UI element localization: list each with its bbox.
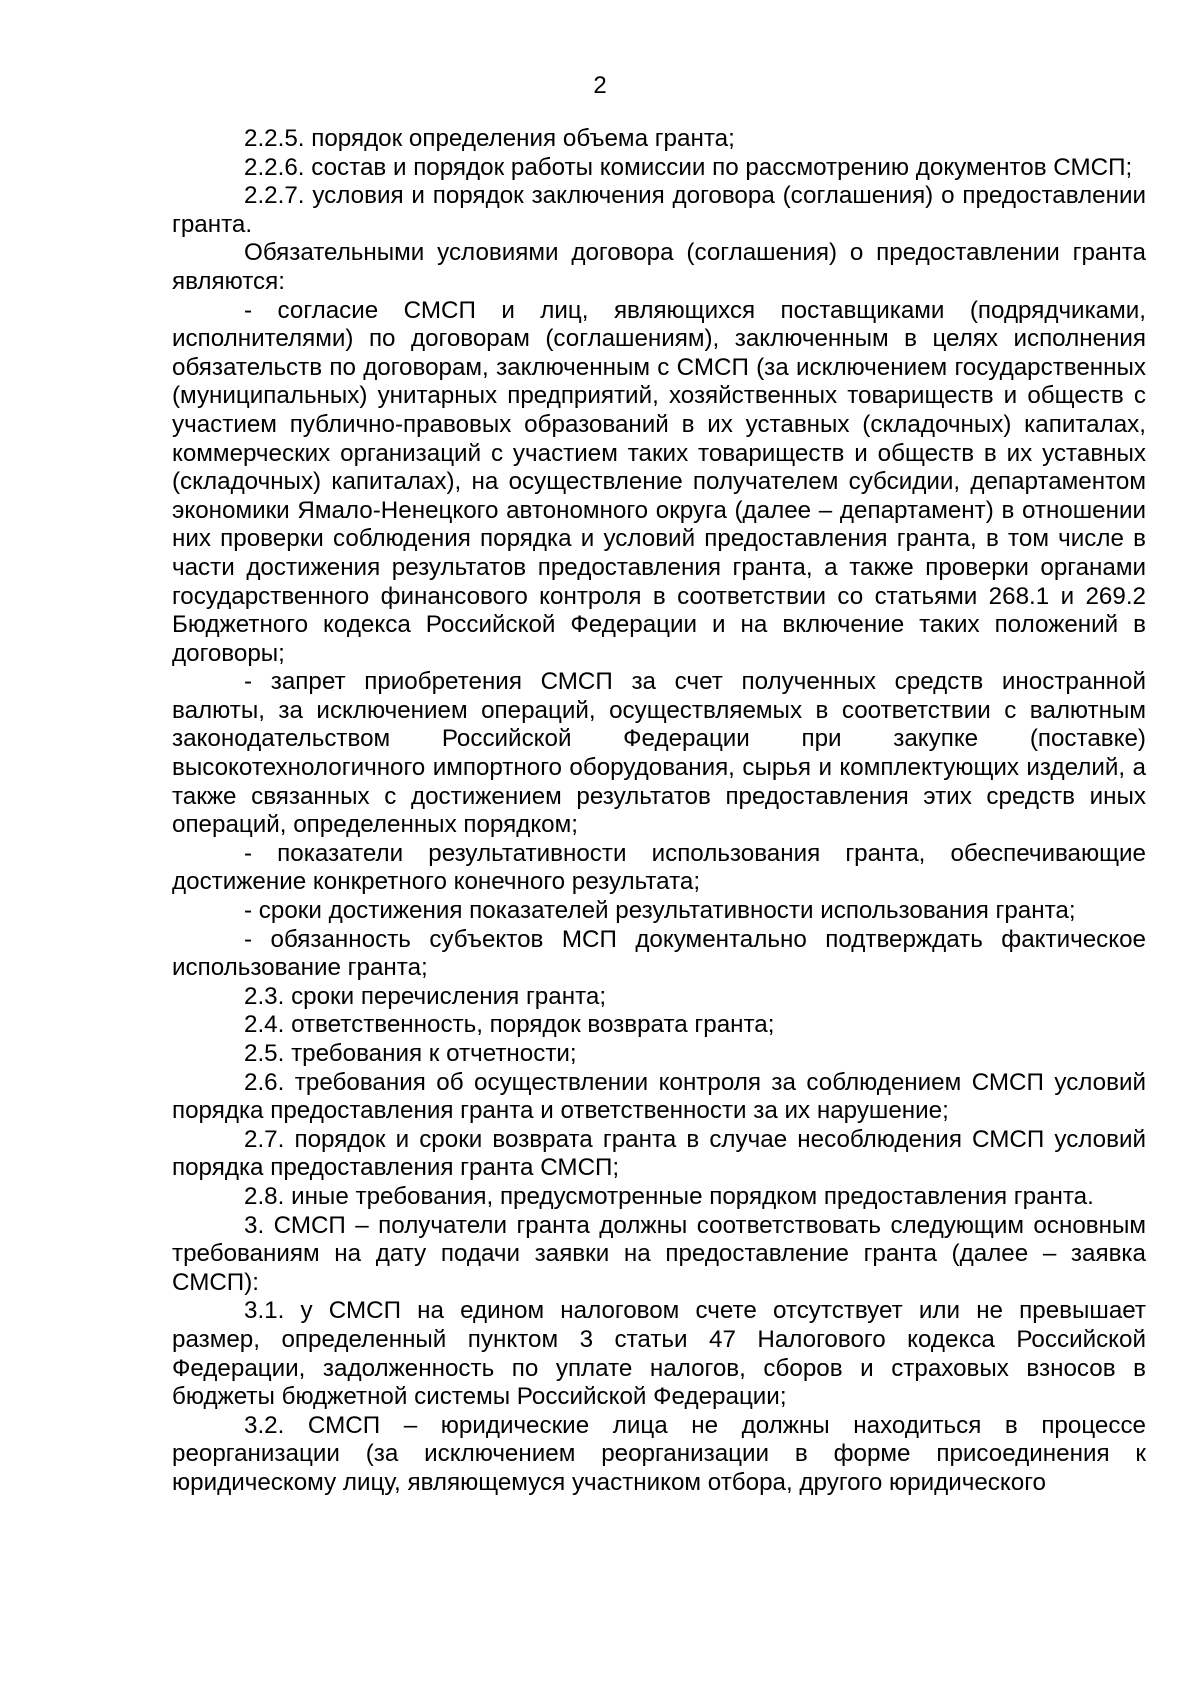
paragraph-2-4: 2.4. ответственность, порядок возврата гранта; xyxy=(244,1011,775,1039)
paragraph-3-1: 3.1. у СМСП на едином налоговом счете отсутствует или не превышает размер, определенный пунктом 3 статьи 47 Налогового кодекса Российской Федерации, задолженность по уплате налогов, сборов и страховых взносов в бюджеты бюджетной системы Российской Федерации; xyxy=(172,1297,1146,1411)
paragraph-consent-clause: - согласие СМСП и лиц, являющихся поставщиками (подрядчиками, исполнителями) по договорам (соглашениям), заключенным в целях исполнения обязательств по договорам, заключенным с СМСП (за исключением государственных (муниципальных) унитарных предприятий, хозяйственных товариществ и обществ с участием публично-правовых образований в их уставных (складочных) капиталах, коммерческих организаций с участием таких товариществ и обществ в их уставных (складочных) капиталах), на осуществление получателем субсидии, департаментом экономики Ямало-Ненецкого автономного округа (далее – департамент) в отношении них проверки соблюдения порядка и условий предоставления гранта, в том числе в части достижения результатов предоставления гранта, а также проверки органами государственного финансового контроля в соответствии со статьями 268.1 и 269.2 Бюджетного кодекса Российской Федерации и на включение таких положений в договоры; xyxy=(172,296,1146,667)
paragraph-2-7: 2.7. порядок и сроки возврата гранта в случае несоблюдения СМСП условий порядка предоставления гранта СМСП; xyxy=(172,1125,1146,1182)
paragraph-3-2: 3.2. СМСП – юридические лица не должны находиться в процессе реорганизации (за исключением реорганизации в форме присоединения к юридическому лицу, являющемуся участником отбора, другого юридического xyxy=(172,1411,1146,1496)
document-body xyxy=(172,125,1146,1498)
paragraph-2-2-7: 2.2.7. условия и порядок заключения договора (соглашения) о предоставлении гранта. xyxy=(172,182,1146,238)
paragraph-indicator-deadlines: - сроки достижения показателей результативности использования гранта; xyxy=(244,897,1076,925)
paragraph-performance-indicators: - показатели результативности использования гранта, обеспечивающие достижение конкретного конечного результата; xyxy=(172,839,1146,896)
paragraph-2-2-5: 2.2.5. порядок определения объема гранта; xyxy=(244,125,735,152)
paragraph-2-8: 2.8. иные требования, предусмотренные порядком предоставления гранта. xyxy=(244,1182,1094,1210)
paragraph-3: 3. СМСП – получатели гранта должны соответствовать следующим основным требованиям на дату подачи заявки на предоставление гранта (далее – заявка СМСП): xyxy=(172,1211,1146,1296)
paragraph-2-6: 2.6. требования об осуществлении контроля за соблюдением СМСП условий порядка предоставления гранта и ответственности за их нарушение; xyxy=(172,1068,1146,1125)
paragraph-2-5: 2.5. требования к отчетности; xyxy=(244,1040,577,1067)
paragraph-mandatory-conditions: Обязательными условиями договора (соглашения) о предоставлении гранта являются: xyxy=(172,239,1146,295)
paragraph-2-2-6: 2.2.6. состав и порядок работы комиссии по рассмотрению документов СМСП; xyxy=(244,153,1133,181)
paragraph-2-3: 2.3. сроки перечисления гранта; xyxy=(244,982,607,1010)
page-number: 2 xyxy=(593,72,607,99)
paragraph-documentary-confirmation: - обязанность субъектов МСП документально подтверждать фактическое использование гранта; xyxy=(172,925,1146,982)
paragraph-currency-ban-clause: - запрет приобретения СМСП за счет полученных средств иностранной валюты, за исключением операций, осуществляемых в соответствии с валютным законодательством Российской Федерации при закупке (поставке) высокотехнологичного импортного оборудования, сырья и комплектующих изделий, а также связанных с достижением результатов предоставления этих средств иных операций, определенных порядком; xyxy=(172,668,1146,839)
